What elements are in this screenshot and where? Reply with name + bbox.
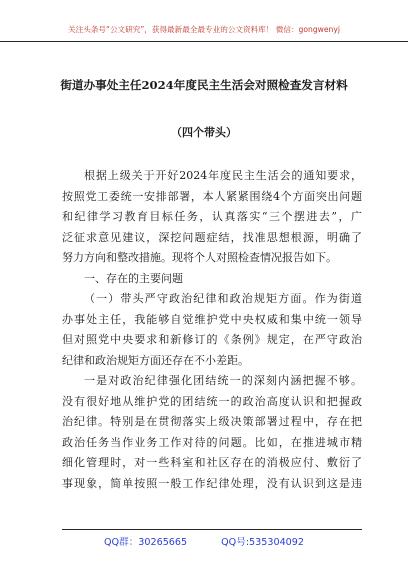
section-heading: 一、存在的主要问题	[84, 271, 183, 285]
body-line: 办事处主任，我能够自觉维护党中央权威和集中统一领导	[62, 312, 362, 326]
header-divider	[0, 41, 408, 42]
footer-qq-number: QQ号:535304092	[221, 537, 304, 548]
body-line: 事现象，简单按照一般工作纪律处理，没有认识到这是违	[62, 476, 362, 490]
document-subtitle: （四个带头）	[171, 126, 237, 139]
body-line: 按照党工委统一安排部署，本人紧紧围绕4个方面突出问题	[62, 189, 362, 203]
body-line: 努力方向和整改措施。现将个人对照检查情况报告如下。	[62, 251, 337, 264]
body-line: （一）带头严守政治纪律和政治规矩方面。作为街道	[84, 292, 362, 305]
body-line: 治纪律。特别是在贯彻落实上级决策部署过程中，存在把	[62, 415, 362, 428]
body-line: 没有很好地从维护党的团结统一的政治高度认识和把握政	[62, 394, 362, 408]
body-line: 和纪律学习教育目标任务，认真落实“三个摆进去”，广	[62, 210, 362, 223]
body-line: 细化管理时，对一些科室和社区存在的消极应付、敷衍了	[62, 456, 362, 469]
body-line: 但对照党中央要求和新修订的《条例》规定，在严守政治	[62, 333, 362, 346]
footer-divider	[62, 529, 362, 530]
footer-qq-group: QQ群：30265665	[104, 537, 188, 548]
body-line: 政治任务当作业务工作对待的问题。比如，在推进城市精	[62, 435, 362, 449]
body-line: 泛征求意见建议，深挖问题症结，找准思想根源，明确了	[62, 230, 362, 244]
body-line: 一是对政治纪律强化团结统一的深刻内涵把握不够。	[84, 374, 362, 387]
page-footer	[0, 534, 408, 548]
page-header	[0, 24, 408, 35]
body-line: 根据上级关于开好2024年度民主生活会的通知要求，	[84, 169, 362, 182]
header-banner-text: 关注头条号“公文研究”，获得最新最全最专业的公文资料库！ 微信：gongwenyj	[68, 25, 340, 34]
body-line: 纪律和政治规矩方面还存在不小差距。	[62, 353, 249, 367]
document-title: 街道办事处主任2024年度民主生活会对照检查发言材料	[60, 78, 348, 92]
document-body	[62, 166, 362, 494]
